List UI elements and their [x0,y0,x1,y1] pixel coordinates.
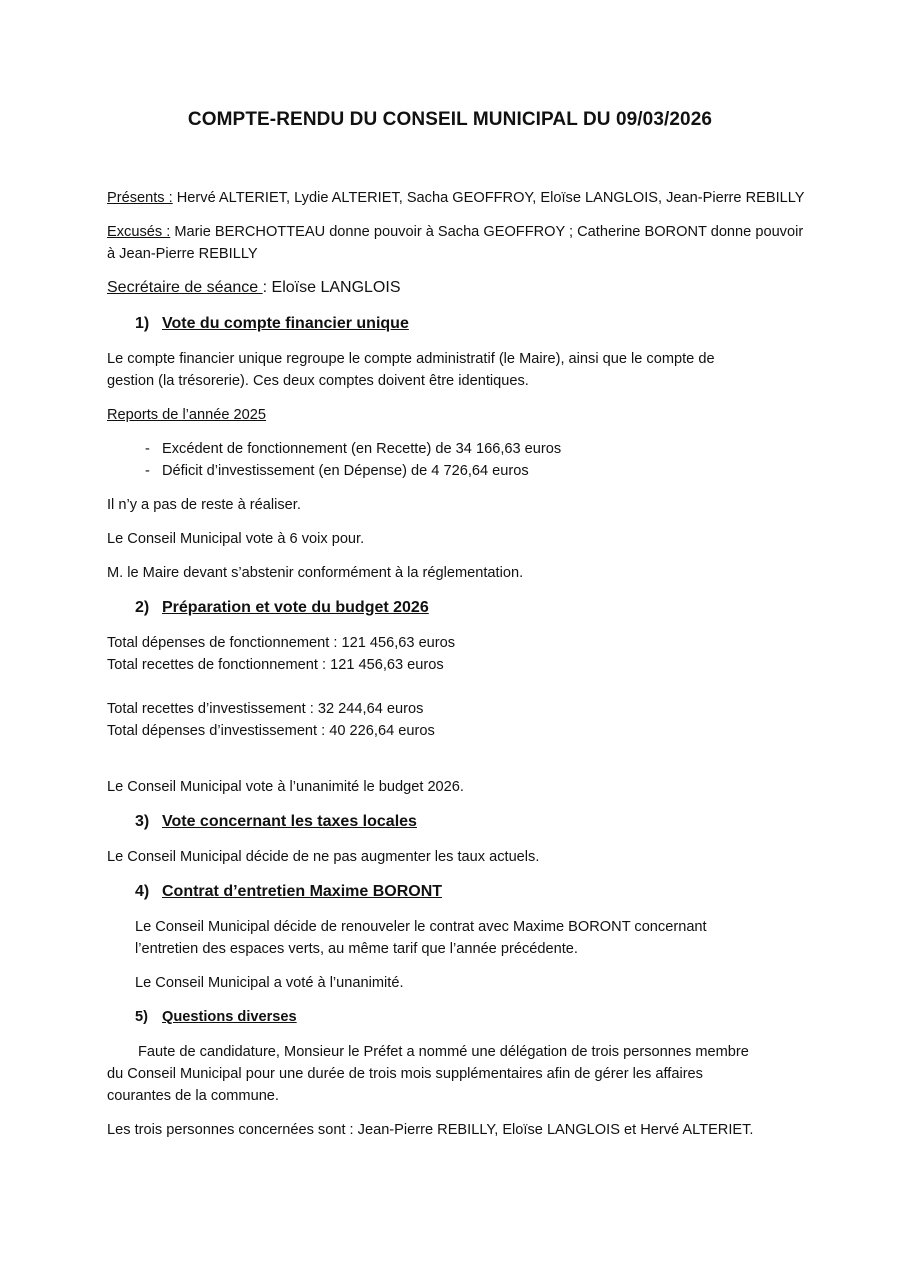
budget-line-2: Total recettes de fonctionnement : 121 456,63 euros [107,657,444,673]
section-5-paragraph-2: Les trois personnes concernées sont : Jean-Pierre REBILLY, Eloïse LANGLOIS et Hervé ALTERIET. [107,1122,754,1138]
section-4-paragraph-line-2: l’entretien des espaces verts, au même tarif que l’année précédente. [135,941,578,957]
excuses-text-1: Marie BERCHOTTEAU donne pouvoir à Sacha GEOFFROY ; Catherine BORONT donne pouvoir [170,224,804,240]
budget-line-4: Total dépenses d’investissement : 40 226,64 euros [107,723,435,739]
bullet-item [145,438,561,460]
excuses-label: Excusés : [107,224,171,240]
section-5-number: 5) [135,1009,148,1025]
section-2-title: Préparation et vote du budget 2026 [162,599,429,616]
bullet-item [145,460,529,482]
section-3-paragraph: Le Conseil Municipal décide de ne pas augmenter les taux actuels. [107,849,540,865]
bullet-dash: - [145,441,150,457]
section-4-number: 4) [135,883,150,900]
bullet-text: Déficit d’investissement (en Dépense) de 4 726,64 euros [162,463,529,479]
section-1-intro-line-2: gestion (la trésorerie). Ces deux comptes doivent être identiques. [107,373,529,389]
section-5-paragraph-line-1: Faute de candidature, Monsieur le Préfet a nommé une délégation de trois personnes membre [138,1044,749,1060]
section-3-number: 3) [135,813,150,830]
section-5-paragraph-line-3: courantes de la commune. [107,1088,279,1104]
section-3-title: Vote concernant les taxes locales [162,813,417,830]
budget-line-1: Total dépenses de fonctionnement : 121 456,63 euros [107,635,456,651]
section-1-paragraph-1: Il n’y a pas de reste à réaliser. [107,497,301,513]
section-5-paragraph-line-2: du Conseil Municipal pour une durée de trois mois supplémentaires afin de gérer les affaires [107,1066,703,1082]
presents-line [107,187,805,209]
section-2-paragraph: Le Conseil Municipal vote à l’unanimité le budget 2026. [107,779,464,795]
section-4-title: Contrat d’entretien Maxime BORONT [162,883,443,900]
document-title: COMPTE-RENDU DU CONSEIL MUNICIPAL DU 09/03/2026 [187,109,713,130]
secretaire-text: : Eloïse LANGLOIS [262,279,401,296]
excuses-line-1 [107,221,803,243]
section-3-heading [135,811,417,833]
secretaire-line [107,277,401,299]
section-1-title: Vote du compte financier unique [162,315,409,332]
secretaire-label: Secrétaire de séance [107,279,263,296]
section-4-paragraph-2: Le Conseil Municipal a voté à l’unanimité. [135,975,404,991]
bullet-dash: - [145,463,150,479]
section-4-paragraph-line-1: Le Conseil Municipal décide de renouveler le contrat avec Maxime BORONT concernant [135,919,707,935]
presents-label: Présents : [107,190,173,206]
section-5-heading [135,1006,297,1028]
reports-label: Reports de l’année 2025 [107,407,267,423]
section-1-number: 1) [135,315,150,332]
section-4-heading [135,881,442,903]
section-2-number: 2) [135,599,150,616]
section-1-paragraph-3: M. le Maire devant s’abstenir conformément à la réglementation. [107,565,524,581]
section-2-heading [135,597,429,619]
section-5-title: Questions diverses [162,1009,297,1025]
section-1-heading [135,313,409,335]
bullet-text: Excédent de fonctionnement (en Recette) de 34 166,63 euros [162,441,562,457]
presents-text: Hervé ALTERIET, Lydie ALTERIET, Sacha GEOFFROY, Eloïse LANGLOIS, Jean-Pierre REBILLY [172,190,805,206]
section-1-paragraph-2: Le Conseil Municipal vote à 6 voix pour. [107,531,365,547]
budget-line-3: Total recettes d’investissement : 32 244,64 euros [107,701,424,717]
excuses-line-2: à Jean-Pierre REBILLY [107,246,258,262]
section-1-intro-line-1: Le compte financier unique regroupe le compte administratif (le Maire), ainsi que le compte de [107,351,715,367]
